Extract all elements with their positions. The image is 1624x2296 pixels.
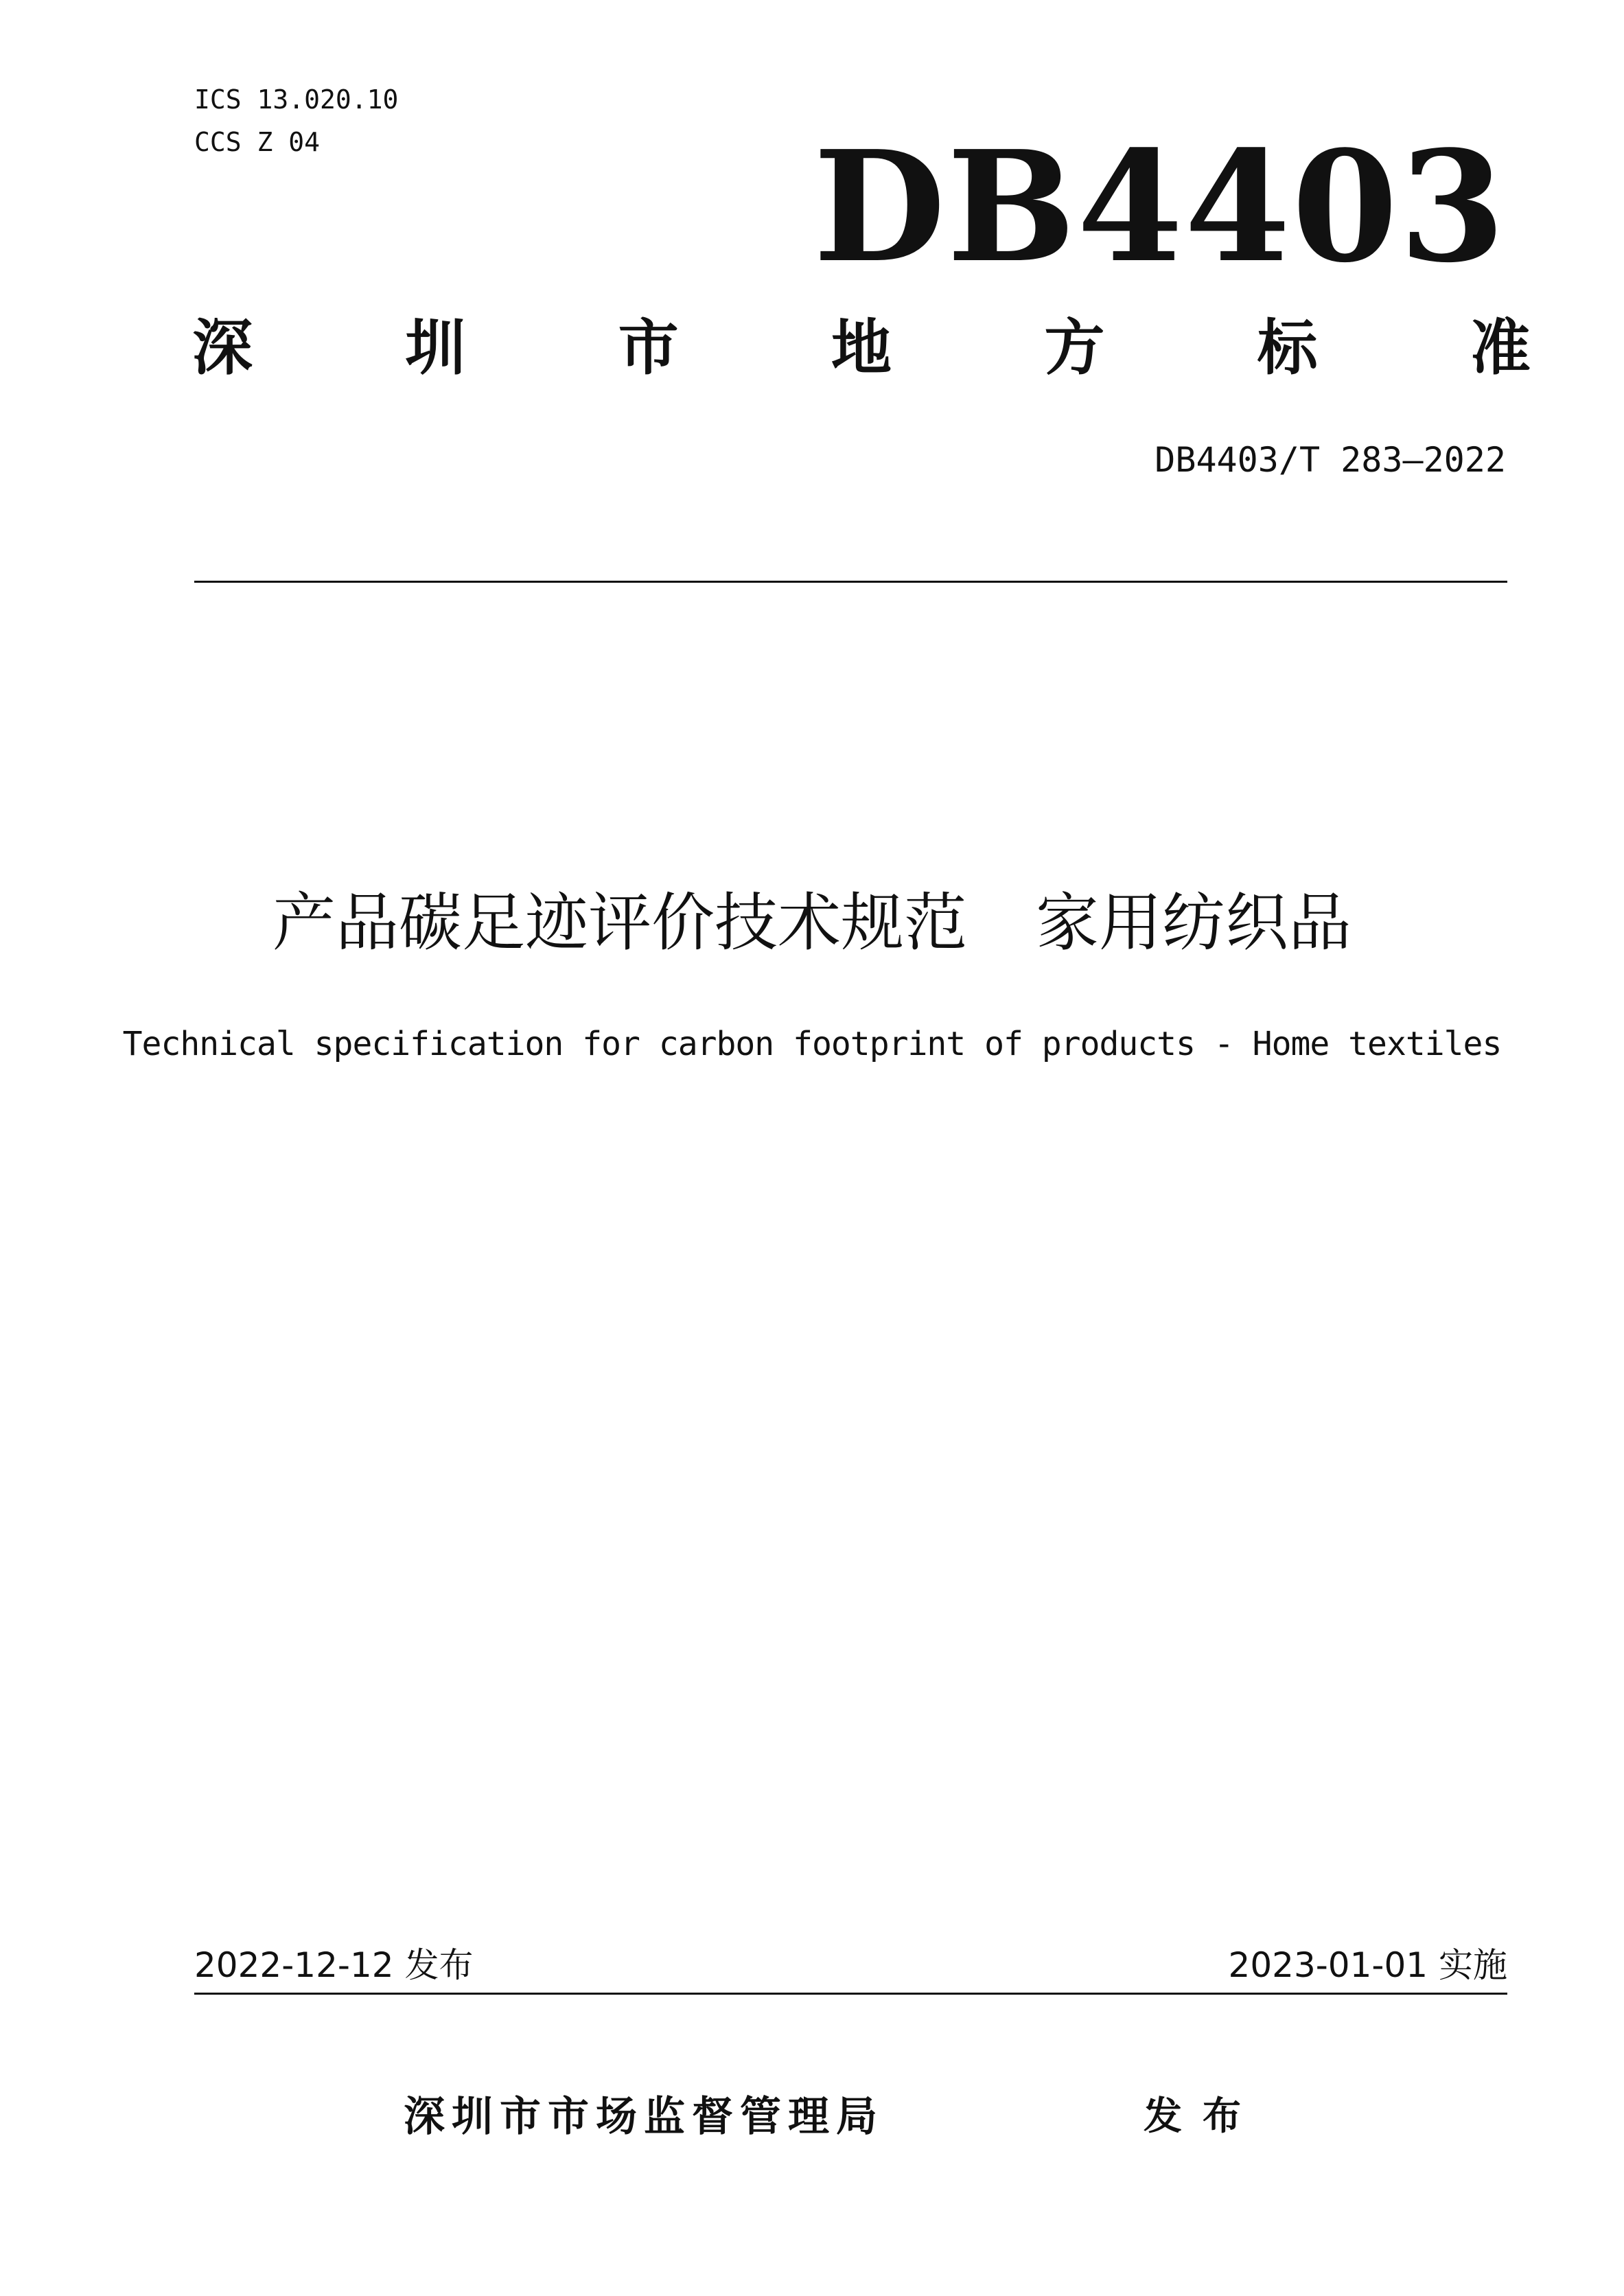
standard-type-char: 准	[1470, 312, 1531, 383]
standard-number: DB4403/T 283—2022	[1155, 440, 1506, 480]
title-chinese-sub: 家用纺织品	[1036, 886, 1352, 960]
standard-type-char: 市	[618, 312, 679, 383]
standard-logo: DB4403	[813, 118, 1507, 297]
standard-type-char: 方	[1044, 312, 1105, 383]
implementation-date: 2023-01-01 实施	[1228, 1945, 1507, 1985]
title-chinese	[0, 882, 1624, 964]
standard-type-char: 标	[1257, 312, 1318, 383]
bottom-divider	[194, 1993, 1507, 1995]
issuing-authority: 深圳市市场监督管理局	[404, 2093, 884, 2141]
standard-type	[192, 310, 1531, 386]
issue-label: 发布	[1144, 2094, 1262, 2139]
ccs-code: CCS Z 04	[194, 127, 321, 157]
standard-type-char: 地	[831, 312, 892, 383]
top-divider	[194, 581, 1507, 583]
issue-date: 2022-12-12 发布	[194, 1945, 474, 1985]
standard-type-char: 深	[192, 312, 253, 383]
standard-type-char: 圳	[405, 312, 466, 383]
title-english: Technical specification for carbon footprint of products - Home textiles	[122, 1025, 1502, 1063]
title-chinese-main: 产品碳足迹评价技术规范	[272, 886, 967, 960]
ics-code: ICS 13.020.10	[194, 84, 399, 115]
